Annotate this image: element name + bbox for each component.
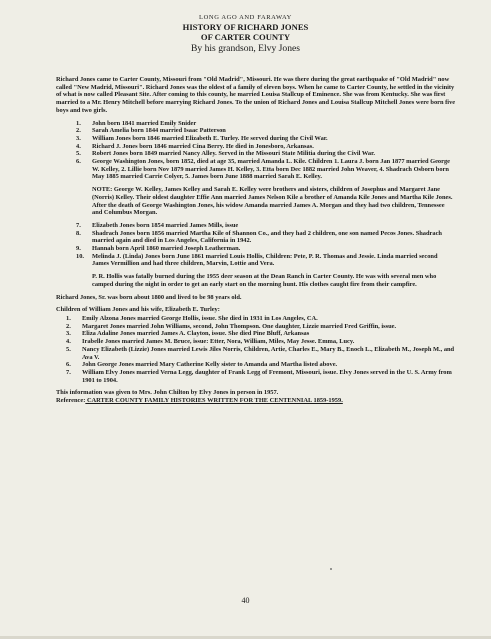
- list-item: 7. William Elvy Jones married Verna Legg, daughter of Frank Legg of Fremont, Missouri, issue. Elvy Jones served in the U. S. Army from 1901 to 1904.: [66, 368, 452, 384]
- list-item: 3. Eliza Adaline Jones married James A. Clayton, issue. She died Pine Bluff, Arkansas: [66, 330, 310, 338]
- list-item: 4. Irabelle Jones married James M. Bruce, issue: Etter, Nora, William, Miles, May Jesse. Emma, Lucy.: [66, 338, 355, 346]
- reference-label: Reference:: [56, 397, 86, 405]
- list-item: 7. Elizabeth Jones born 1854 married James Mills, issue: [76, 221, 239, 229]
- list-item: 10. Melinda J. (Linda) Jones born June 1861 married Louis Hollis, Children: Pete, P. R. Thomas and Jessie. Linda married second James Vermillion and had three children, Marvin, Lottie and Vera.: [76, 252, 438, 268]
- title-line-2: OF CARTER COUNTY: [200, 32, 291, 42]
- list-item: 3. William Jones born 1846 married Elizabeth E. Turley. He served during the Civil War.: [76, 134, 328, 142]
- hollis-note: P. R. Hollis was fatally burned during the 1955 deer season at the Dean Ranch in Carter County. He was with several men who camped during the night in order to get an early start on the morning hunt. His clothes caught fire from their campfire.: [92, 273, 437, 288]
- list-item: 4. Richard J. Jones born 1846 married Cina Berry. He died in Jonesboro, Arkansas.: [76, 142, 314, 150]
- list-item: 8. Shadrach Jones born 1856 married Martha Kile of Shannon Co., and they had 2 children, one son named Pecos Jones. Shadrach married again and died in Los Angeles, California in 1942.: [76, 229, 442, 245]
- list-item: 2. Sarah Amelia born 1844 married Isaac Patterson: [76, 127, 226, 135]
- title-line-1: HISTORY OF RICHARD JONES: [182, 22, 309, 32]
- list-item: 5. Nancy Elizabeth (Lizzie) Jones married Lewis Jiles Norris, Children, Artie, Charles E., Mary B., Enoch L., Elizabeth M., Joseph M., and Ava V.: [66, 345, 455, 361]
- list-item: 2. Margaret Jones married John Williams, second, John Thompson. One daughter, Lizzie married Fred Griffin, issue.: [66, 322, 397, 330]
- reference-line: [56, 397, 456, 405]
- page-number: 40: [241, 596, 250, 605]
- list-item: 6. John George Jones married Mary Catherine Kelly sister to Amanda and Martha listed above.: [66, 361, 338, 369]
- richard-sr-paragraph: Richard Jones, Sr. was born about 1800 and lived to be 98 years old.: [56, 293, 242, 301]
- william-children-heading: Children of William Jones and his wife, Elizabeth E. Turley:: [56, 306, 220, 314]
- byline: By his grandson, Elvy Jones: [191, 43, 300, 54]
- series-kicker: LONG AGO AND FARAWAY: [199, 14, 292, 21]
- speck-mark: [330, 568, 332, 570]
- list-item: 9. Hannah born April 1860 married Joseph Leatherman.: [76, 245, 241, 253]
- list-item: 1. Emily Alzona Jones married George Hollis, issue. She died in 1931 in Los Angeles, CA.: [66, 314, 318, 322]
- intro-paragraph: Richard Jones came to Carter County, Missouri from "Old Madrid", Missouri. He was there during the great earthquake of "Old Madrid" now called "New Madrid, Missouri". Richard Jones was the oldest of a family of eleven boys. When he came to Carter County, he settled in the vicinity of what is now called Pleasant Site. After coming to this county, he married Louisa Stallcup of Eminence. She was from Kentucky. She was first married to a Mr. Henry Mitchell before marrying Richard Jones. To the union of Richard Jones and Louisa Stallcup Mitchell Jones were born five boys and two girls.: [56, 76, 456, 114]
- closing-paragraph: This information was given to Mrs. John Chilton by Elvy Jones in person in 1957.: [56, 389, 279, 397]
- list-item: 1. John born 1841 married Emily Snider: [76, 119, 197, 127]
- list-item: 5. Robert Jones born 1849 married Nancy Alley. Served in the Missouri State Militia during the Civil War.: [76, 150, 375, 158]
- list-item: 6. George Washington Jones, born 1852, died at age 35, married Amanda L. Kile. Children 1. Laura J. born Jan 1877 married George W. Kelley, 2. Lillie born Nov 1879 married James H. Kelley, 3. Etta born Dec 1882 married John Weaver, 4. Shadrach Osborn born May 1885 married Carrie Colyer, 5. James born June 1888 married Sarah E. Kelley.: [76, 158, 450, 181]
- kelley-note: NOTE: George W. Kelley, James Kelley and Sarah E. Kelley were brothers and sisters, children of Josephus and Margaret Jane (Norris) Kelley. Their oldest daughter Effie Ann married James Nelson Kile a brother of Amanda Kile Jones and Martha Kile Jones. After the death of George Washington Jones, his widow Amanda married James A. Morgan and they had two children, Tennessee and Columbus Morgan.: [92, 186, 453, 217]
- header: [0, 14, 491, 55]
- richard-children-list: [56, 120, 456, 182]
- document-body: [56, 76, 456, 410]
- reference-text: CARTER COUNTY FAMILY HISTORIES WRITTEN FOR THE CENTENNIAL 1859-1959.: [85, 397, 343, 405]
- william-children-list: [56, 315, 456, 384]
- richard-children-list-continued: [56, 222, 456, 268]
